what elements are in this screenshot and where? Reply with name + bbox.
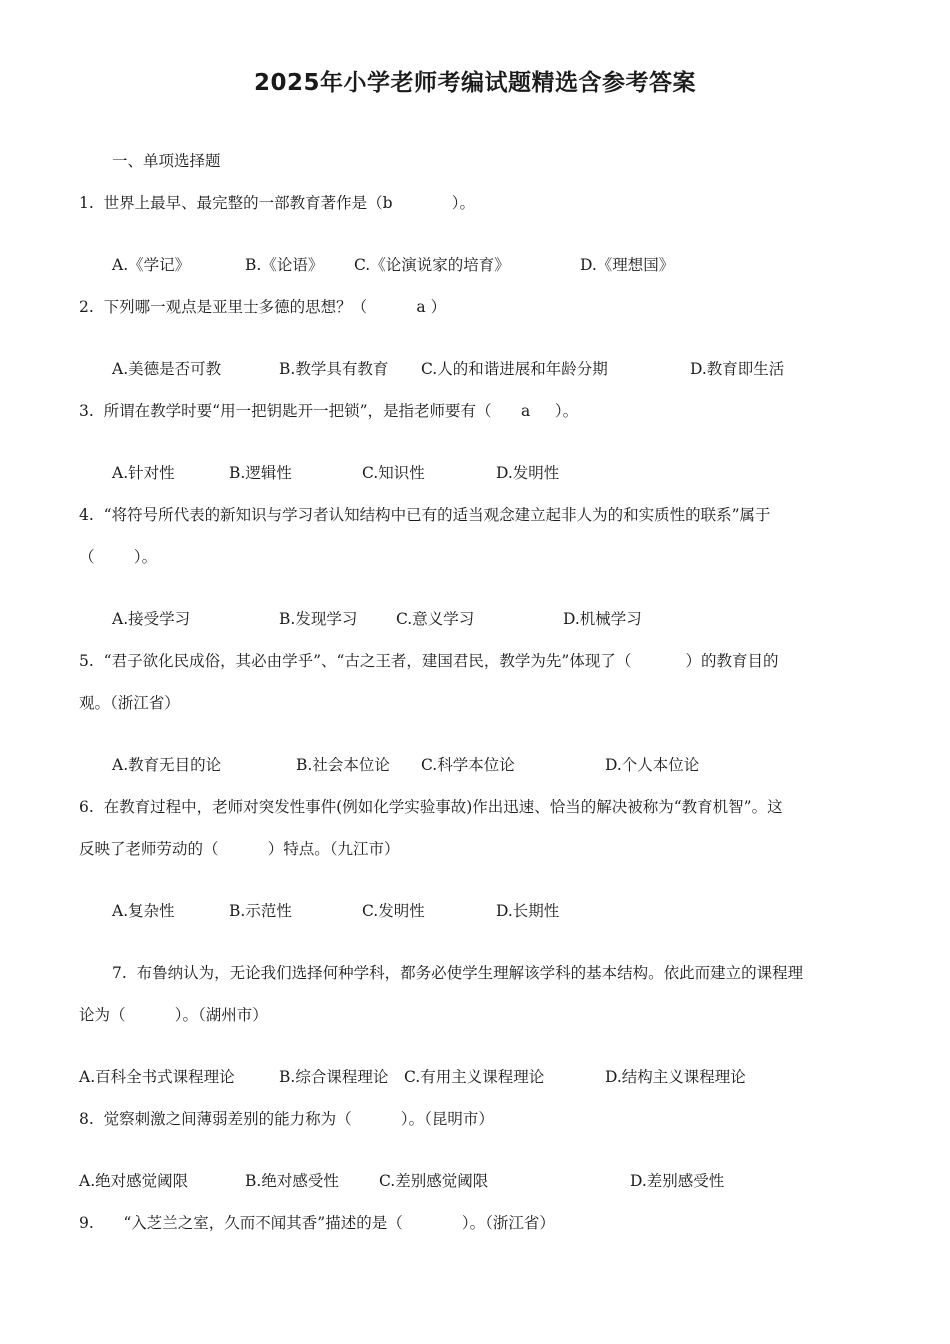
question-4-line-1: 4. “将符号所代表的新知识与学习者认知结构中已有的适当观念建立起非人为的和实质性的联系”属于 bbox=[79, 506, 771, 524]
q3-option-a: A.针对性 bbox=[112, 464, 175, 482]
q3-option-d: D.发明性 bbox=[496, 464, 560, 482]
question-4-line-2: （ ）。 bbox=[79, 548, 158, 566]
q6-option-a: A.复杂性 bbox=[112, 902, 175, 920]
q1-option-d: D.《理想国》 bbox=[580, 256, 675, 274]
question-5-line-1: 5. “君子欲化民成俗，其必由学乎”、“古之王者，建国君民，教学为先”体现了（ ）的教育目的 bbox=[79, 652, 779, 670]
q8-option-b: B.绝对感受性 bbox=[245, 1172, 339, 1190]
q3-option-b: B.逻辑性 bbox=[229, 464, 292, 482]
q5-option-b: B.社会本位论 bbox=[296, 756, 390, 774]
question-6-line-1: 6. 在教育过程中，老师对突发性事件(例如化学实验事故)作出迅速、恰当的解决被称为“教育机智”。这 bbox=[79, 798, 783, 816]
q1-option-b: B.《论语》 bbox=[245, 256, 324, 274]
question-7-line-2: 论为（ ）。（湖州市） bbox=[79, 1006, 268, 1024]
question-2-line-1: 2. 下列哪一观点是亚里士多德的思想？（ a ） bbox=[79, 298, 447, 316]
q7-option-a: A.百科全书式课程理论 bbox=[79, 1068, 235, 1086]
question-8-line-1: 8. 觉察刺激之间薄弱差别的能力称为（ ）。（昆明市） bbox=[79, 1110, 494, 1128]
question-9-line-1: 9. “入芝兰之室，久而不闻其香”描述的是（ ）。（浙江省） bbox=[79, 1214, 555, 1232]
question-5-line-2: 观。（浙江省） bbox=[79, 694, 180, 712]
q7-option-d: D.结构主义课程理论 bbox=[605, 1068, 746, 1086]
q4-option-c: C.意义学习 bbox=[396, 610, 475, 628]
q5-option-c: C.科学本位论 bbox=[421, 756, 515, 774]
q2-option-c: C.人的和谐进展和年龄分期 bbox=[421, 360, 608, 378]
q8-option-d: D.差别感受性 bbox=[630, 1172, 725, 1190]
q7-option-c: C.有用主义课程理论 bbox=[404, 1068, 545, 1086]
q7-option-b: B.综合课程理论 bbox=[279, 1068, 389, 1086]
q5-option-d: D.个人本位论 bbox=[605, 756, 700, 774]
q8-option-a: A.绝对感觉阈限 bbox=[79, 1172, 189, 1190]
question-7-line-1: 7. 布鲁纳认为，无论我们选择何种学科，都务必使学生理解该学科的基本结构。依此而建立的课程理 bbox=[112, 964, 804, 982]
q4-option-d: D.机械学习 bbox=[563, 610, 642, 628]
q6-option-d: D.长期性 bbox=[496, 902, 560, 920]
q2-option-b: B.教学具有教育 bbox=[279, 360, 389, 378]
q5-option-a: A.教育无目的论 bbox=[112, 756, 222, 774]
q4-option-a: A.接受学习 bbox=[112, 610, 191, 628]
q6-option-c: C.发明性 bbox=[362, 902, 425, 920]
q2-option-d: D.教育即生活 bbox=[690, 360, 785, 378]
q3-option-c: C.知识性 bbox=[362, 464, 425, 482]
page-title: 2025年小学老师考编试题精选含参考答案 bbox=[253, 70, 696, 96]
q8-option-c: C.差别感觉阈限 bbox=[379, 1172, 489, 1190]
q6-option-b: B.示范性 bbox=[229, 902, 292, 920]
question-3-line-1: 3. 所谓在教学时要“用一把钥匙开一把锁”，是指老师要有（ a ）。 bbox=[79, 402, 579, 420]
question-1-line-1: 1. 世界上最早、最完整的一部教育著作是（b ）。 bbox=[79, 194, 475, 212]
q4-option-b: B.发现学习 bbox=[279, 610, 358, 628]
section-heading: 一、单项选择题 bbox=[112, 152, 221, 170]
q1-option-c: C.《论演说家的培育》 bbox=[354, 256, 510, 274]
question-6-line-2: 反映了老师劳动的（ ）特点。（九江市） bbox=[79, 840, 400, 858]
q2-option-a: A.美德是否可教 bbox=[112, 360, 222, 378]
q1-option-a: A.《学记》 bbox=[112, 256, 191, 274]
